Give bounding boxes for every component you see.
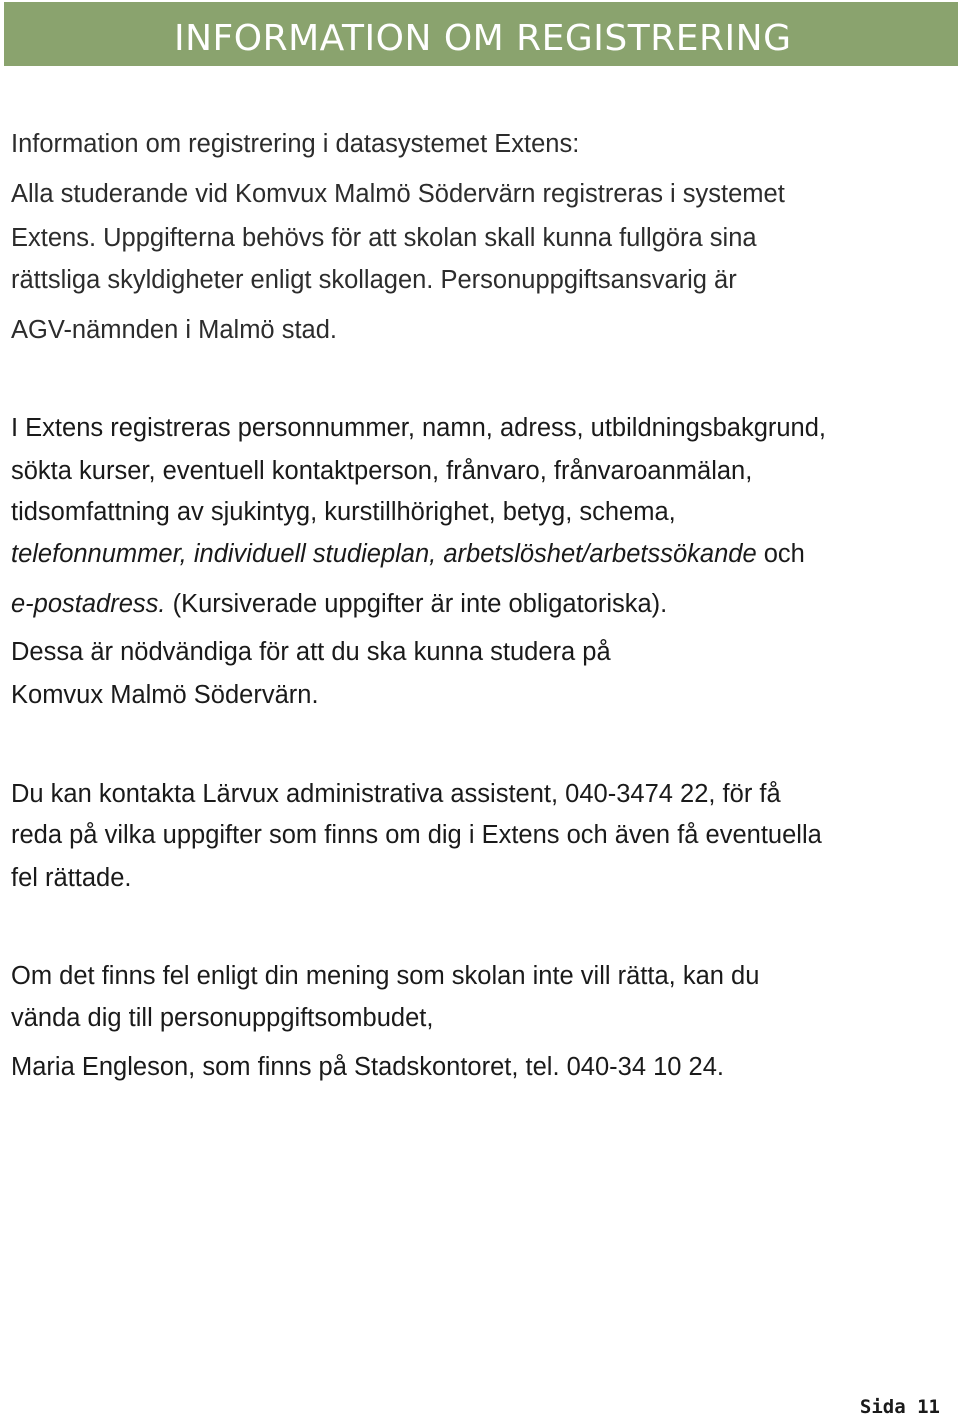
intro-line-4: rättsliga skyldigheter enligt skollagen. Personuppgiftsansvarig är (11, 266, 737, 294)
registered-line-5 (11, 588, 667, 620)
intro-line-3: Extens. Uppgifterna behövs för att skolan skall kunna fullgöra sina (11, 224, 757, 252)
ombudsman-line-3: Maria Engleson, som finns på Stadskontoret, tel. 040-34 10 24. (11, 1053, 725, 1081)
contact-line-2: reda på vilka uppgifter som finns om dig i Extens och även få eventuella (11, 821, 822, 849)
registered-line-3: tidsomfattning av sjukintyg, kurstillhörighet, betyg, schema, (11, 498, 676, 526)
registered-line-5-rest: (Kursiverade uppgifter är inte obligatoriska). (165, 590, 668, 618)
intro-line-5: AGV-nämnden i Malmö stad. (11, 316, 337, 344)
registered-line-7: Komvux Malmö Södervärn. (11, 681, 319, 709)
ombudsman-line-1: Om det finns fel enligt din mening som skolan inte vill rätta, kan du (11, 962, 760, 990)
registered-line-2: sökta kurser, eventuell kontaktperson, frånvaro, frånvaroanmälan, (11, 457, 753, 485)
ombudsman-line-2: vända dig till personuppgiftsombudet, (11, 1004, 434, 1032)
page-title: INFORMATION OM REGISTRERING (174, 18, 792, 59)
title-banner (4, 2, 958, 66)
registered-line-4-rest: och (756, 540, 805, 568)
contact-line-1: Du kan kontakta Lärvux administrativa assistent, 040-3474 22, för få (11, 780, 781, 808)
registered-line-1: I Extens registreras personnummer, namn, adress, utbildningsbakgrund, (11, 414, 827, 442)
page-number: Sida 11 (859, 1396, 940, 1418)
intro-line-1: Information om registrering i datasystemet Extens: (11, 130, 580, 158)
optional-email-italic: e-postadress. (11, 590, 166, 618)
intro-line-2: Alla studerande vid Komvux Malmö Södervärn registreras i systemet (11, 180, 785, 208)
contact-line-3: fel rättade. (11, 864, 132, 892)
registered-line-6: Dessa är nödvändiga för att du ska kunna studera på (11, 638, 611, 666)
registered-line-4 (11, 538, 805, 570)
optional-fields-italic: telefonnummer, individuell studieplan, arbetslöshet/arbetssökande (11, 540, 757, 568)
